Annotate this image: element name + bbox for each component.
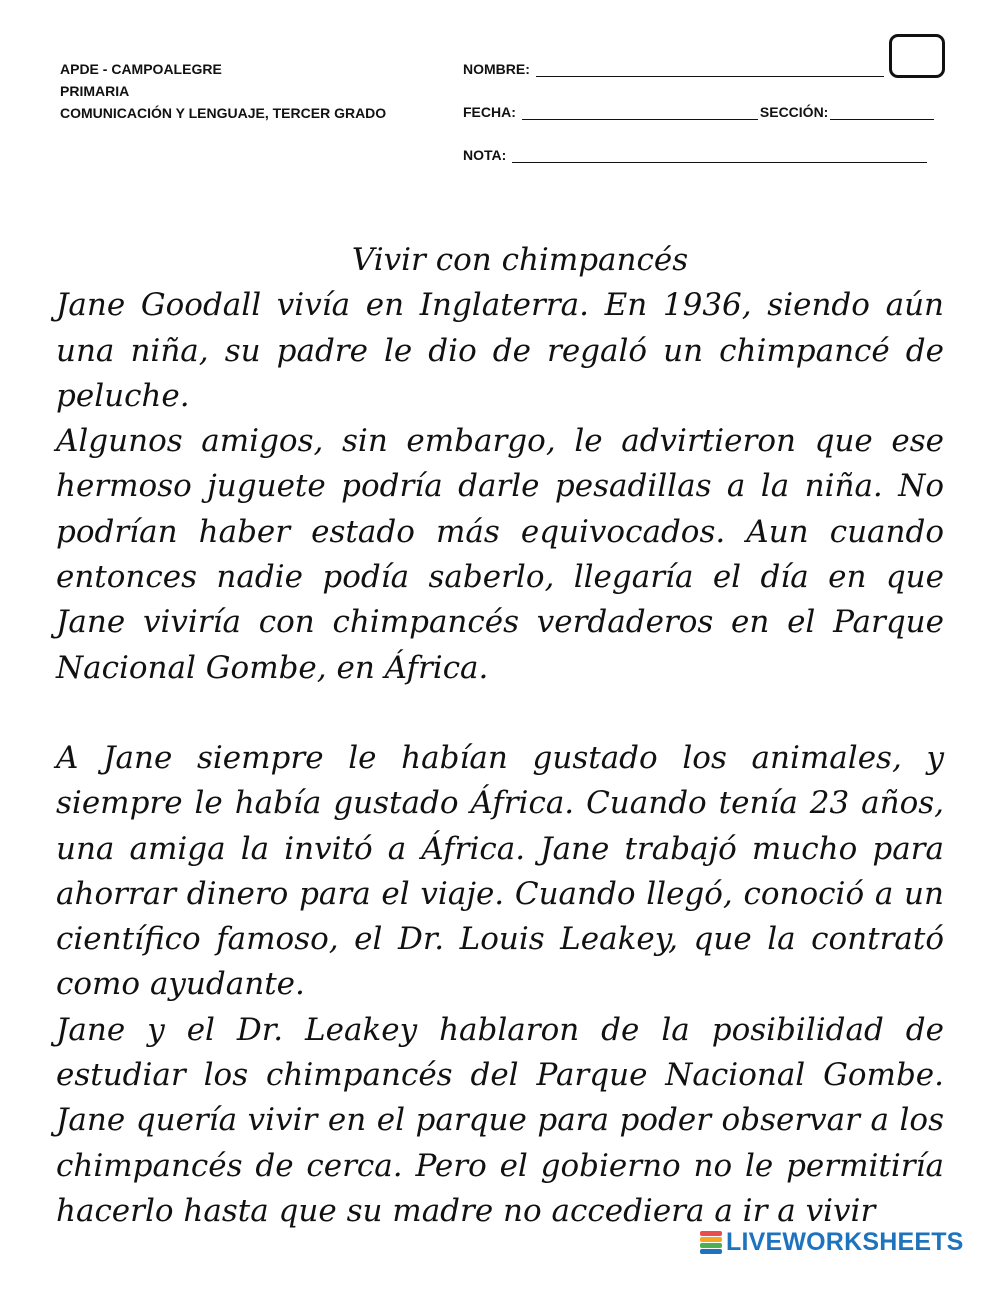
date-label: FECHA:	[463, 104, 516, 120]
brand-name: LIVEWORKSHEETS	[726, 1228, 964, 1256]
paragraph-4: Jane y el Dr. Leakey hablaron de la posibilidad de estudiar los chimpancés del Parque Nacional Gombe. Jane quería vivir en el parque para poder observar a los chimpancés de cerca. Pero el gobierno no le permitiría hacerlo hasta que su madre no accediera a ir a vivir	[56, 1011, 944, 1229]
grade-label: NOTA:	[463, 147, 507, 163]
grade-row	[463, 144, 934, 166]
paragraph-spacer	[56, 691, 944, 736]
section-field[interactable]	[830, 105, 934, 120]
liveworksheets-logo-icon	[700, 1231, 722, 1255]
date-field[interactable]	[522, 105, 758, 120]
student-fields	[463, 58, 934, 166]
school-name: APDE - CAMPOALEGRE	[60, 61, 222, 77]
school-info	[60, 58, 386, 124]
grade-field[interactable]	[512, 148, 927, 163]
name-row	[463, 58, 934, 80]
name-field[interactable]	[536, 62, 884, 77]
score-box[interactable]	[889, 34, 945, 78]
name-label: NOMBRE:	[463, 61, 530, 77]
paragraph-1: Jane Goodall vivía en Inglaterra. En 1936, siendo aún una niña, su padre le dio de regaló un chimpancé de peluche.	[56, 287, 944, 414]
school-level: PRIMARIA	[60, 83, 130, 99]
story-title: Vivir con chimpancés	[351, 242, 689, 278]
paragraph-2: Algunos amigos, sin embargo, le advirtieron que ese hermoso juguete podría darle pesadillas a la niña. No podrían haber estado más equivocados. Aun cuando entonces nadie podía saberlo, llegaría el día en que Jane viviría con chimpancés verdaderos en el Parque Nacional Gombe, en África.	[56, 423, 944, 686]
liveworksheets-brand	[700, 1228, 964, 1257]
paragraph-3: A Jane siempre le habían gustado los animales, y siempre le había gustado África. Cuando tenía 23 años, una amiga la invitó a África. Jane trabajó mucho para ahorrar dinero para el viaje. Cuando llegó, conoció a un científico famoso, el Dr. Louis Leakey, que la contrató como ayudante.	[56, 739, 944, 1003]
section-label: SECCIÓN:	[759, 104, 829, 120]
date-row	[463, 101, 934, 123]
subject-grade: COMUNICACIÓN Y LENGUAJE, TERCER GRADO	[60, 105, 387, 121]
reading-passage	[56, 238, 944, 1234]
